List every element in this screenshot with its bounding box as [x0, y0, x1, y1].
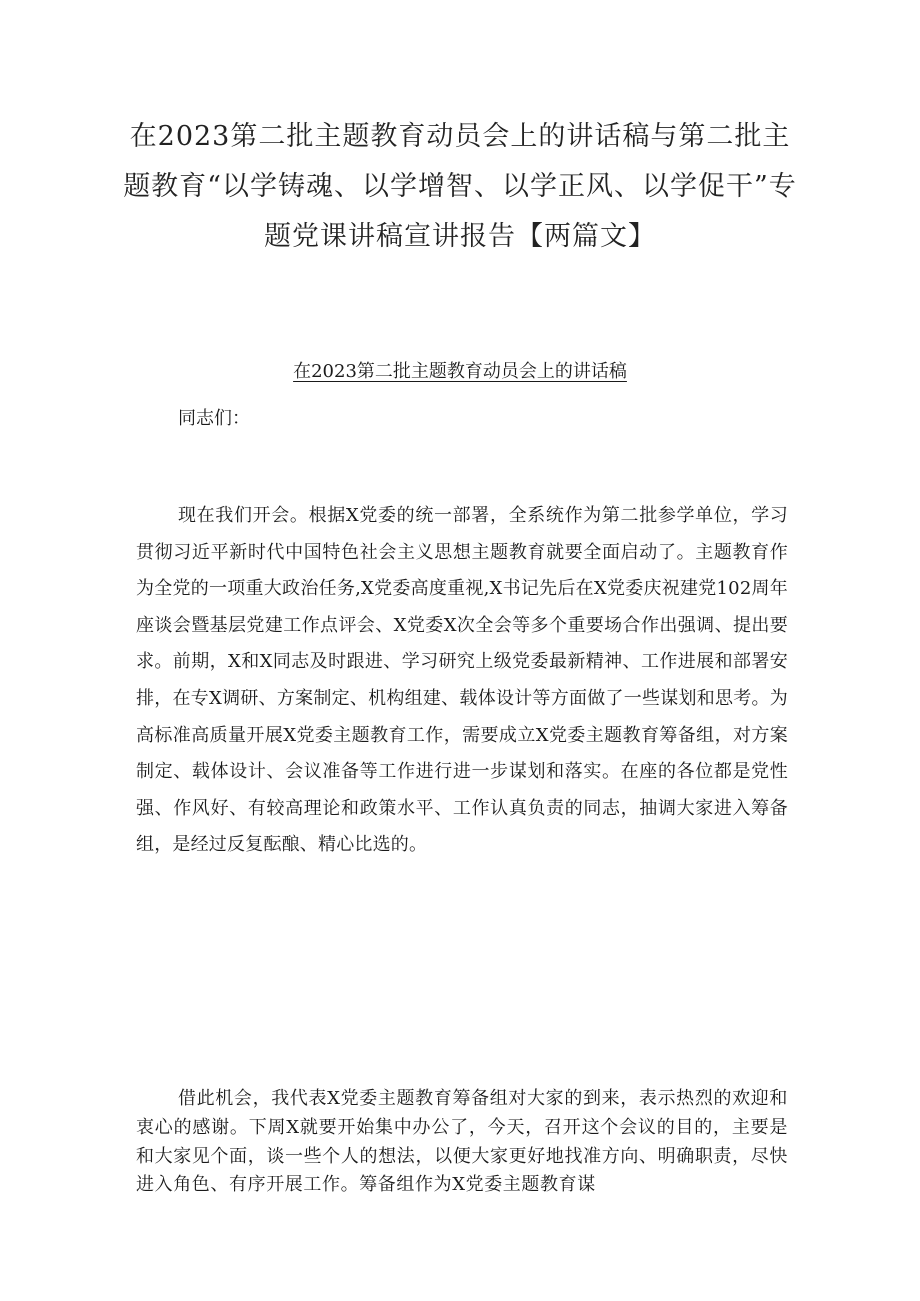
section-title-text: 在2023第二批主题教育动员会上的讲话稿 — [293, 361, 627, 382]
salutation: 同志们： — [178, 408, 250, 429]
body-paragraph: 借此机会，我代表X党委主题教育筹备组对大家的到来，表示热烈的欢迎和衷心的感谢。下周X就要开始集中办公了，今天，召开这个会议的目的，主要是和大家见个面，谈一些个人的想法，以便大家更好地找准方向、明确职责，尽快进入角色、有序开展工作。筹备组作为X党委主题教育谋 — [136, 1088, 788, 1196]
section-title — [130, 358, 790, 386]
document-title: 在2023第二批主题教育动员会上的讲话稿与第二批主题教育“以学铸魂、以学增智、以学正风、以学促干”专题党课讲稿宣讲报告【两篇文】 — [123, 121, 797, 252]
body-paragraph: 现在我们开会。根据X党委的统一部署，全系统作为第二批参学单位，学习贯彻习近平新时代中国特色社会主义思想主题教育就要全面启动了。主题教育作为全党的一项重大政治任务,X党委高度重视,X书记先后在X党委庆祝建党102周年座谈会暨基层党建工作点评会、X党委X次全会等多个重要场合作出强调、提出要求。前期，X和X同志及时跟进、学习研究上级党委最新精神、工作进展和部署安排，在专X调研、方案制定、机构组建、载体设计等方面做了一些谋划和思考。为高标准高质量开展X党委主题教育工作，需要成立X党委主题教育筹备组，对方案制定、载体设计、会议准备等工作进行进一步谋划和落实。在座的各位都是党性强、作风好、有较高理论和政策水平、工作认真负责的同志，抽调大家进入筹备组，是经过反复酝酿、精心比选的。 — [136, 505, 788, 856]
